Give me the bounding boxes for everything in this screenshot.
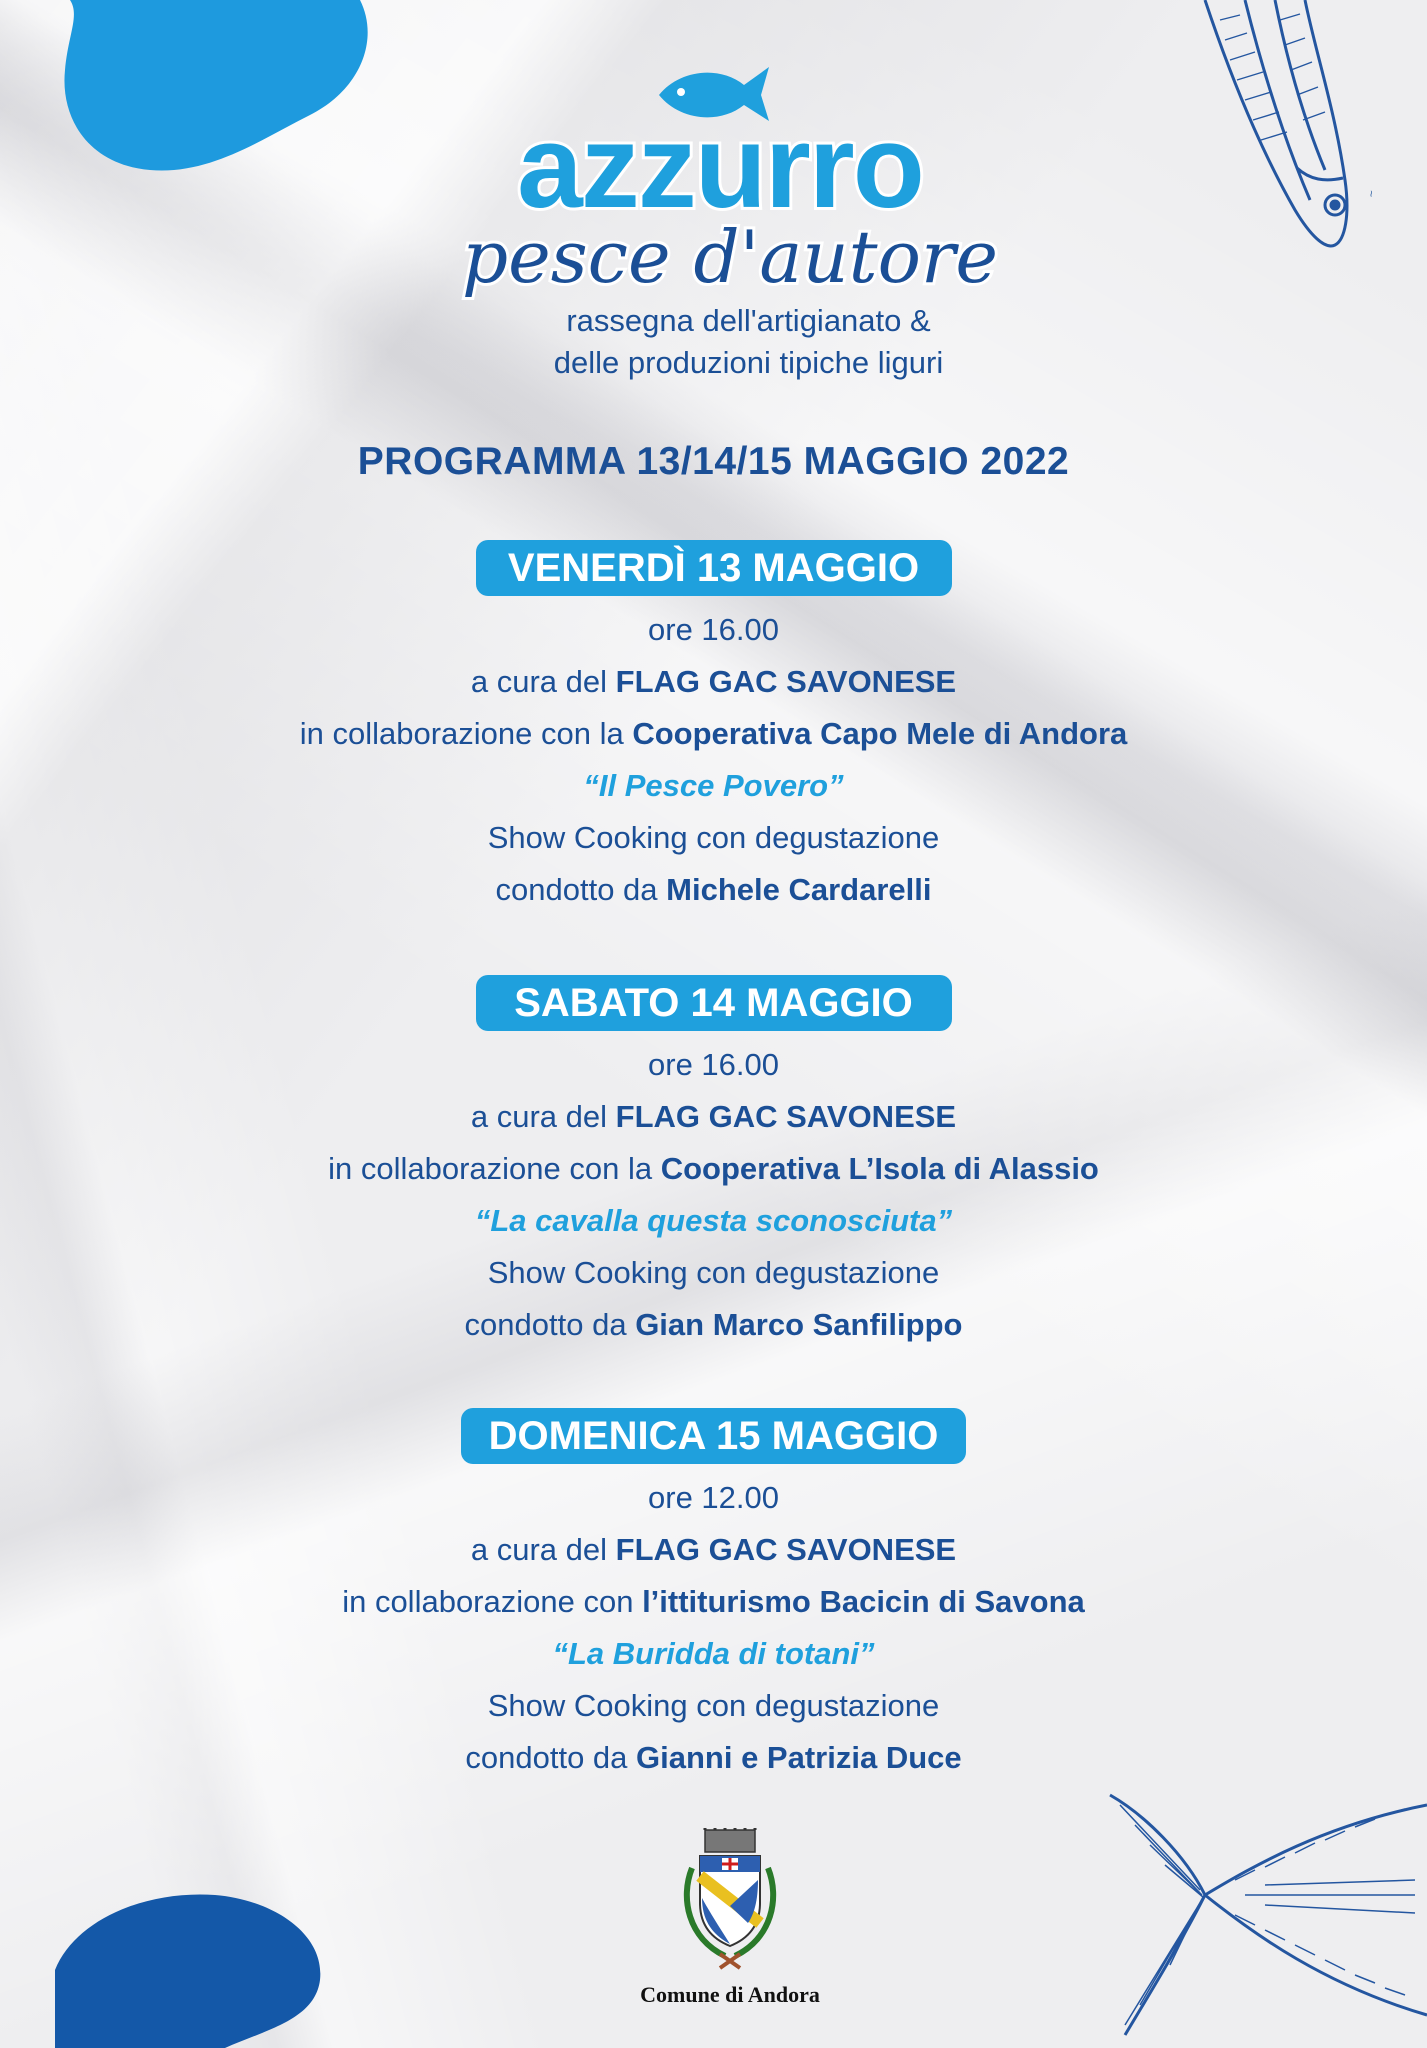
day-badge: VENERDÌ 13 MAGGIO <box>476 540 952 596</box>
program-title: PROGRAMMA 13/14/15 MAGGIO 2022 <box>357 440 1070 483</box>
day-badge: DOMENICA 15 MAGGIO <box>461 1408 967 1464</box>
day-section-saturday <box>0 975 1427 1351</box>
chef-prefix: condotto da <box>465 1740 637 1775</box>
organizer-prefix: a cura del <box>470 664 616 699</box>
show-cooking-line: Show Cooking con degustazione <box>487 1688 940 1723</box>
chef-prefix: condotto da <box>495 872 667 907</box>
coat-of-arms <box>640 1828 820 2008</box>
collaboration-name: l’ittiturismo Bacicin di Savona <box>642 1584 1085 1619</box>
show-cooking-line: Show Cooking con degustazione <box>487 1255 940 1290</box>
collaboration-line <box>0 1576 1427 1628</box>
coat-of-arms-icon <box>670 1828 790 1973</box>
organizer-prefix: a cura del <box>470 1532 616 1567</box>
blue-blob-bottom-left <box>55 1880 335 2048</box>
collaboration-name: Cooperativa Capo Mele di Andora <box>632 716 1128 751</box>
fish-illustration-icon <box>1185 0 1370 260</box>
subtitle <box>0 300 1427 384</box>
chef-name: Michele Cardarelli <box>666 872 932 907</box>
collaboration-line <box>0 708 1427 760</box>
fish-tail-illustration-icon <box>1105 1785 1427 2048</box>
day-section-sunday <box>0 1408 1427 1784</box>
day-badge: SABATO 14 MAGGIO <box>476 975 952 1031</box>
organizer-prefix: a cura del <box>470 1099 616 1134</box>
organizer-name: FLAG GAC SAVONESE <box>615 664 957 699</box>
subtitle-line-1: rassegna dell'artigianato & <box>566 303 931 338</box>
event-title: “Il Pesce Povero” <box>583 768 844 803</box>
organizer-name: FLAG GAC SAVONESE <box>615 1099 957 1134</box>
show-cooking-line: Show Cooking con degustazione <box>487 820 940 855</box>
event-title: “La cavalla questa sconosciuta” <box>474 1203 953 1238</box>
chef-line <box>0 864 1427 916</box>
artist-signature: ~ <box>1364 190 1378 198</box>
collaboration-line <box>0 1143 1427 1195</box>
chef-name: Gian Marco Sanfilippo <box>635 1307 963 1342</box>
chef-name: Gianni e Patrizia Duce <box>636 1740 962 1775</box>
day-section-friday <box>0 540 1427 916</box>
organizer-line <box>0 1524 1427 1576</box>
collaboration-name: Cooperativa L’Isola di Alassio <box>660 1151 1099 1186</box>
collaboration-prefix: in collaborazione con la <box>328 1151 661 1186</box>
subtitle-line-2: delle produzioni tipiche liguri <box>553 345 944 380</box>
organizer-name: FLAG GAC SAVONESE <box>615 1532 957 1567</box>
chef-line <box>0 1732 1427 1784</box>
logo-wordmark <box>430 112 1010 312</box>
logo-script: pesce d'autore <box>462 215 998 299</box>
event-time: ore 12.00 <box>648 1480 779 1515</box>
organizer-line <box>0 656 1427 708</box>
logo-word: azzurro <box>517 112 923 233</box>
chef-line <box>0 1299 1427 1351</box>
event-time: ore 16.00 <box>648 612 779 647</box>
comune-label: Comune di Andora <box>640 1982 820 2007</box>
event-title: “La Buridda di totani” <box>552 1636 875 1671</box>
collaboration-prefix: in collaborazione con <box>342 1584 643 1619</box>
collaboration-prefix: in collaborazione con la <box>299 716 633 751</box>
organizer-line <box>0 1091 1427 1143</box>
event-time: ore 16.00 <box>648 1047 779 1082</box>
chef-prefix: condotto da <box>464 1307 636 1342</box>
